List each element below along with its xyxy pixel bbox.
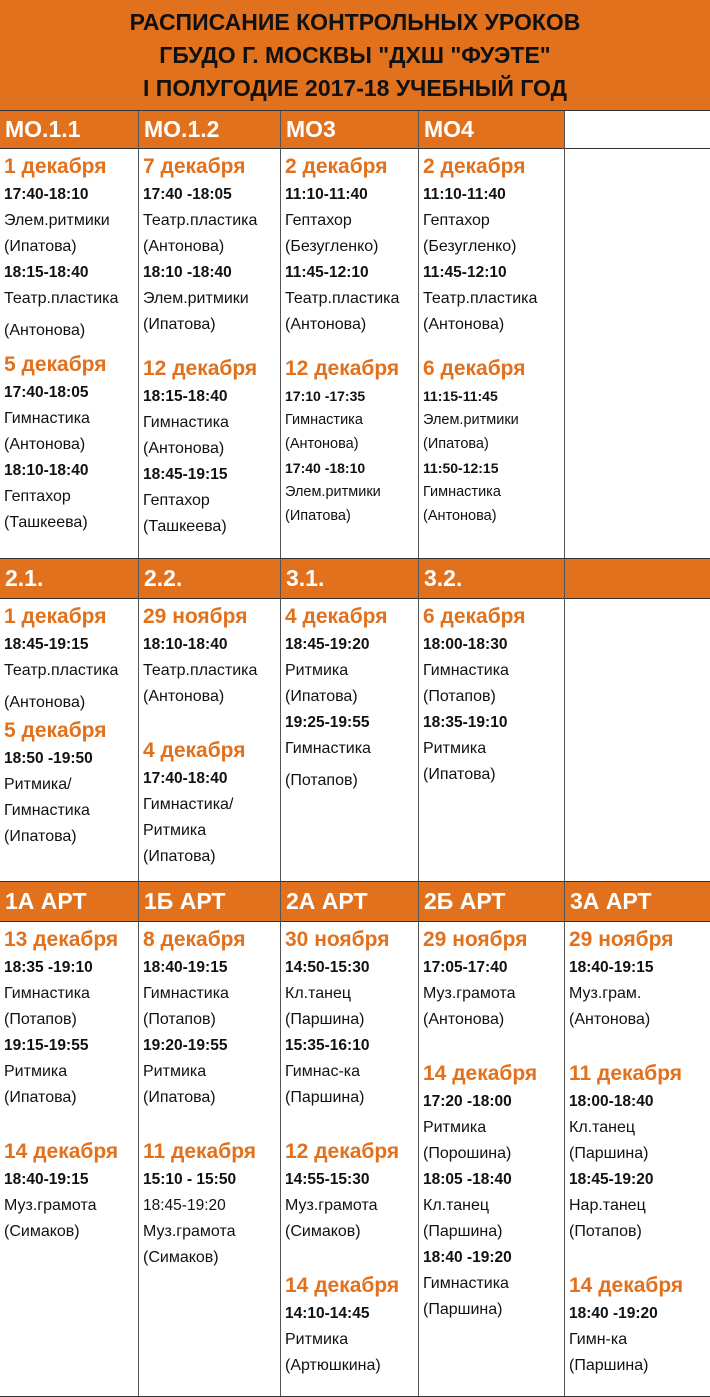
lesson-time: 17:05-17:40 [423,959,508,976]
lesson-date: 29 ноября [423,928,528,951]
lesson-time: 18:00-18:40 [569,1093,654,1110]
lesson-date: 5 декабря [4,719,107,742]
group-header: 3.1. [281,559,419,598]
schedule-cell [419,598,565,881]
lesson-time: 18:40-19:15 [569,959,654,976]
lesson-subject: Муз.грамота [143,1223,236,1240]
lesson-teacher: (Ипатова) [143,1089,216,1106]
lesson-time: 11:10-11:40 [423,186,506,203]
lesson-teacher: (Потапов) [569,1223,642,1240]
lesson-time: 18:45-19:20 [569,1171,654,1188]
schedule-cell [281,598,419,881]
lesson-time: 19:20-19:55 [143,1037,228,1054]
lesson-time: 18:35 -19:10 [4,959,93,976]
lesson-subject: Гимнастика [423,484,501,500]
lesson-time: 18:10-18:40 [143,636,228,653]
lesson-subject: Театр.пластика [143,212,258,229]
lesson-subject: Кл.танец [423,1197,490,1214]
lesson-time: 18:05 -18:40 [423,1171,512,1188]
lesson-subject: Элем.ритмики [4,212,110,229]
lesson-time: 11:45-12:10 [423,264,507,281]
header-row-1 [0,111,710,149]
group-header-empty [565,559,710,598]
schedule-cell [139,598,281,881]
lesson-time: 18:35-19:10 [423,714,508,731]
group-header-empty [565,111,710,148]
group-header: 1Б АРТ [139,882,281,921]
lesson-time: 17:10 -17:35 [285,388,366,404]
lesson-time: 18:15-18:40 [4,264,89,281]
lesson-subject: Ритмика/ [4,776,72,793]
lesson-teacher: (Паршина) [423,1223,503,1240]
schedule-cell [0,598,139,881]
lesson-teacher: (Антонова) [143,440,225,457]
group-header: 2.2. [139,559,281,598]
lesson-teacher: (Безугленко) [423,238,517,255]
lesson-date: 2 декабря [423,155,526,178]
lesson-time: 17:40-18:10 [4,186,89,203]
lesson-time: 17:40 -18:10 [285,460,366,476]
lesson-time: 14:50-15:30 [285,959,370,976]
lesson-subject: Театр.пластика [4,290,119,307]
schedule-row-2 [0,598,710,882]
schedule-title [0,0,710,111]
lesson-subject: Гимнастика [4,985,90,1002]
lesson-subject: Кл.танец [569,1119,636,1136]
lesson-subject: Элем.ритмики [423,412,519,428]
lesson-time: 14:55-15:30 [285,1171,370,1188]
lesson-date: 6 декабря [423,357,526,380]
lesson-date: 1 декабря [4,155,107,178]
lesson-subject: Гимнастика [285,412,363,428]
lesson-date: 1 декабря [4,605,107,628]
schedule-cell [565,921,710,1396]
lesson-subject: Элем.ритмики [285,484,381,500]
lesson-date: 11 декабря [569,1062,683,1085]
lesson-teacher: (Порошина) [423,1145,512,1162]
schedule-cell [419,921,565,1396]
lesson-date: 13 декабря [4,928,119,951]
lesson-teacher: (Безугленко) [285,238,379,255]
lesson-subject: Гептахор [143,492,210,509]
lesson-subject: Гимнастика [143,414,229,431]
group-header: 3.2. [419,559,565,598]
lesson-teacher: (Ипатова) [285,688,358,705]
lesson-date: 12 декабря [285,357,400,380]
lesson-subject: Ритмика [423,740,487,757]
lesson-subject: Нар.танец [569,1197,646,1214]
lesson-teacher: (Антонова) [423,508,497,524]
lesson-subject: Элем.ритмики [143,290,249,307]
schedule-cell [419,148,565,558]
lesson-time: 18:00-18:30 [423,636,508,653]
lesson-subject: Муз.грамота [285,1197,378,1214]
schedule-cell [281,921,419,1396]
group-header: 2А АРТ [281,882,419,921]
lesson-teacher: (Ипатова) [285,508,351,524]
lesson-subject: Гептахор [423,212,490,229]
header-row-2 [0,559,710,599]
title-line-2: ГБУДО Г. МОСКВЫ "ДХШ "ФУЭТЕ" [159,41,551,68]
lesson-date: 5 декабря [4,353,107,376]
lesson-time: 18:45-19:20 [285,636,370,653]
lesson-time: 18:45-19:15 [143,466,228,483]
group-header: 1А АРТ [0,882,139,921]
group-header: МО3 [281,111,419,148]
lesson-teacher: (Ташкеева) [4,514,88,531]
group-header: МО4 [419,111,565,148]
lesson-subject: Муз.грамота [423,985,516,1002]
lesson-subject: Гимнас-ка [285,1063,361,1080]
lesson-subject: Театр.пластика [423,290,538,307]
title-line-1: РАСПИСАНИЕ КОНТРОЛЬНЫХ УРОКОВ [129,8,581,35]
lesson-date: 30 ноября [285,928,390,951]
lesson-time: 18:10 -18:40 [143,264,232,281]
lesson-date: 12 декабря [285,1140,400,1163]
lesson-date: 14 декабря [285,1274,400,1297]
lesson-date: 4 декабря [285,605,388,628]
lesson-teacher: (Паршина) [285,1011,365,1028]
lesson-subject: Гептахор [4,488,71,505]
lesson-time: 19:15-19:55 [4,1037,89,1054]
lesson-teacher: (Антонова) [143,688,225,705]
lesson-subject: Театр.пластика [4,662,119,679]
lesson-subject: Ритмика [143,822,207,839]
lesson-subject: Гимнастика [423,662,509,679]
lesson-time: 18:15-18:40 [143,388,228,405]
lesson-teacher: (Ташкеева) [143,518,227,535]
schedule-row-3 [0,921,710,1397]
lesson-teacher: (Паршина) [423,1301,503,1318]
lesson-teacher: (Потапов) [143,1011,216,1028]
lesson-teacher: (Потапов) [285,772,358,789]
lesson-date: 29 ноября [569,928,674,951]
lesson-subject: Гимн-ка [569,1331,628,1348]
lesson-date: 8 декабря [143,928,246,951]
lesson-teacher: (Паршина) [569,1145,649,1162]
lesson-teacher: (Антонова) [4,694,86,711]
lesson-time: 18:10-18:40 [4,462,89,479]
lesson-time: 15:10 - 15:50 [143,1171,237,1188]
lesson-time: 11:10-11:40 [285,186,368,203]
lesson-subject: Гимнастика [285,740,371,757]
lesson-teacher: (Ипатова) [143,848,216,865]
lesson-subject: Гимнастика [423,1275,509,1292]
schedule-cell [281,148,419,558]
schedule-cell [139,921,281,1396]
lesson-teacher: (Артюшкина) [285,1357,381,1374]
lesson-teacher: (Ипатова) [4,238,77,255]
lesson-date: 11 декабря [143,1140,257,1163]
lesson-time: 15:35-16:10 [285,1037,370,1054]
title-line-3: I ПОЛУГОДИЕ 2017-18 УЧЕБНЫЙ ГОД [143,74,567,101]
lesson-date: 14 декабря [423,1062,538,1085]
schedule-cell-empty [565,148,710,558]
lesson-date: 12 декабря [143,357,258,380]
lesson-time: 17:40 -18:05 [143,186,232,203]
lesson-time: 11:15-11:45 [423,388,498,404]
lesson-time: 18:45-19:20 [143,1197,226,1214]
lesson-time: 18:40-19:15 [4,1171,89,1188]
lesson-teacher: (Потапов) [423,688,496,705]
lesson-teacher: (Антонова) [4,322,86,339]
header-row-3 [0,882,710,922]
lesson-time: 18:50 -19:50 [4,750,93,767]
lesson-teacher: (Ипатова) [4,1089,77,1106]
schedule-row-1 [0,148,710,559]
lesson-teacher: (Антонова) [4,436,86,453]
lesson-subject: Гимнастика [4,410,90,427]
lesson-time: 18:40-19:15 [143,959,228,976]
lesson-teacher: (Антонова) [423,316,505,333]
lesson-time: 18:40 -19:20 [423,1249,512,1266]
lesson-subject: Театр.пластика [285,290,400,307]
schedule-cell [0,921,139,1396]
lesson-subject: Гимнастика [143,985,229,1002]
group-header: МО.1.1 [0,111,139,148]
lesson-subject: Ритмика [285,1331,349,1348]
lesson-time: 11:45-12:10 [285,264,369,281]
group-header: 2Б АРТ [419,882,565,921]
lesson-subject: Ритмика [423,1119,487,1136]
lesson-subject: Гимнастика [4,802,90,819]
lesson-teacher: (Ипатова) [143,316,216,333]
lesson-teacher: (Антонова) [569,1011,651,1028]
lesson-teacher: (Паршина) [569,1357,649,1374]
lesson-subject: Театр.пластика [143,662,258,679]
lesson-teacher: (Симаков) [285,1223,361,1240]
lesson-time: 18:40 -19:20 [569,1305,658,1322]
lesson-time: 19:25-19:55 [285,714,370,731]
lesson-teacher: (Ипатова) [4,828,77,845]
lesson-date: 6 декабря [423,605,526,628]
lesson-time: 18:45-19:15 [4,636,89,653]
lesson-date: 2 декабря [285,155,388,178]
schedule-cell [0,148,139,558]
group-header: 2.1. [0,559,139,598]
lesson-subject: Муз.грам. [569,985,642,1002]
lesson-date: 14 декабря [569,1274,684,1297]
lesson-teacher: (Ипатова) [423,766,496,783]
lesson-subject: Ритмика [4,1063,68,1080]
lesson-subject: Ритмика [143,1063,207,1080]
lesson-date: 14 декабря [4,1140,119,1163]
lesson-subject: Гептахор [285,212,352,229]
lesson-teacher: (Симаков) [4,1223,80,1240]
schedule-cell-empty [565,598,710,881]
lesson-time: 17:40-18:40 [143,770,228,787]
lesson-teacher: (Антонова) [423,1011,505,1028]
lesson-teacher: (Антонова) [285,316,367,333]
lesson-time: 14:10-14:45 [285,1305,370,1322]
lesson-time: 11:50-12:15 [423,460,499,476]
lesson-teacher: (Паршина) [285,1089,365,1106]
lesson-teacher: (Антонова) [285,436,359,452]
lesson-teacher: (Ипатова) [423,436,489,452]
lesson-teacher: (Антонова) [143,238,225,255]
lesson-subject: Гимнастика/ [143,796,234,813]
group-header: МО.1.2 [139,111,281,148]
lesson-date: 29 ноября [143,605,248,628]
schedule-cell [139,148,281,558]
lesson-subject: Ритмика [285,662,349,679]
lesson-teacher: (Симаков) [143,1249,219,1266]
lesson-subject: Кл.танец [285,985,352,1002]
lesson-time: 17:20 -18:00 [423,1093,512,1110]
lesson-subject: Муз.грамота [4,1197,97,1214]
lesson-time: 17:40-18:05 [4,384,89,401]
lesson-teacher: (Потапов) [4,1011,77,1028]
group-header: 3А АРТ [570,888,652,914]
lesson-date: 4 декабря [143,739,246,762]
lesson-date: 7 декабря [143,155,246,178]
